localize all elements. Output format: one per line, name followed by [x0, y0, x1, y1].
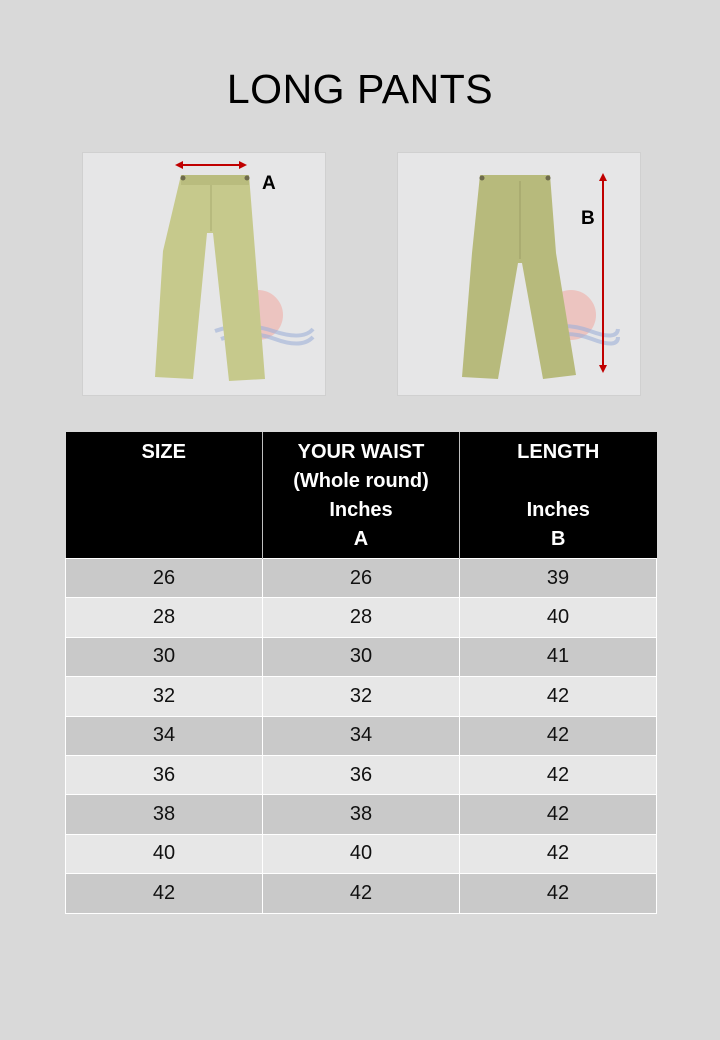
measure-label-b: B: [581, 208, 595, 229]
pants-back-image: [397, 152, 641, 396]
table-row: [66, 795, 657, 834]
table-row: [66, 559, 657, 598]
cell-waist: 30: [263, 637, 460, 676]
table-row: [66, 874, 657, 913]
table-row: [66, 598, 657, 637]
table-row: [66, 716, 657, 755]
header-length: LENGTH Inches B: [460, 432, 657, 559]
cell-size: 34: [66, 716, 263, 755]
header-size: SIZE: [66, 432, 263, 559]
page-title: LONG PANTS: [226, 66, 494, 112]
table-row: [66, 677, 657, 716]
cell-length: 41: [460, 637, 657, 676]
table-row: [66, 637, 657, 676]
cell-waist: 26: [263, 559, 460, 598]
cell-size: 36: [66, 755, 263, 794]
cell-size: 42: [66, 874, 263, 913]
cell-size: 40: [66, 834, 263, 873]
cell-waist: 36: [263, 755, 460, 794]
cell-waist: 28: [263, 598, 460, 637]
cell-length: 39: [460, 559, 657, 598]
cell-waist: 42: [263, 874, 460, 913]
pants-front-illustration: [83, 153, 327, 397]
cell-size: 26: [66, 559, 263, 598]
cell-size: 38: [66, 795, 263, 834]
cell-size: 30: [66, 637, 263, 676]
pants-front-image: [82, 152, 326, 396]
cell-length: 42: [460, 755, 657, 794]
cell-length: 42: [460, 677, 657, 716]
cell-length: 42: [460, 834, 657, 873]
table-row: [66, 834, 657, 873]
cell-waist: 38: [263, 795, 460, 834]
cell-length: 40: [460, 598, 657, 637]
table-row: [66, 755, 657, 794]
cell-length: 42: [460, 874, 657, 913]
cell-waist: 32: [263, 677, 460, 716]
cell-waist: 34: [263, 716, 460, 755]
cell-waist: 40: [263, 834, 460, 873]
measure-label-a: A: [262, 173, 276, 194]
size-chart-table: [65, 432, 657, 914]
header-waist: YOUR WAIST (Whole round) Inches A: [263, 432, 460, 559]
cell-size: 32: [66, 677, 263, 716]
cell-length: 42: [460, 716, 657, 755]
pants-back-illustration: [398, 153, 642, 397]
cell-size: 28: [66, 598, 263, 637]
table-header-row: [66, 432, 657, 559]
cell-length: 42: [460, 795, 657, 834]
